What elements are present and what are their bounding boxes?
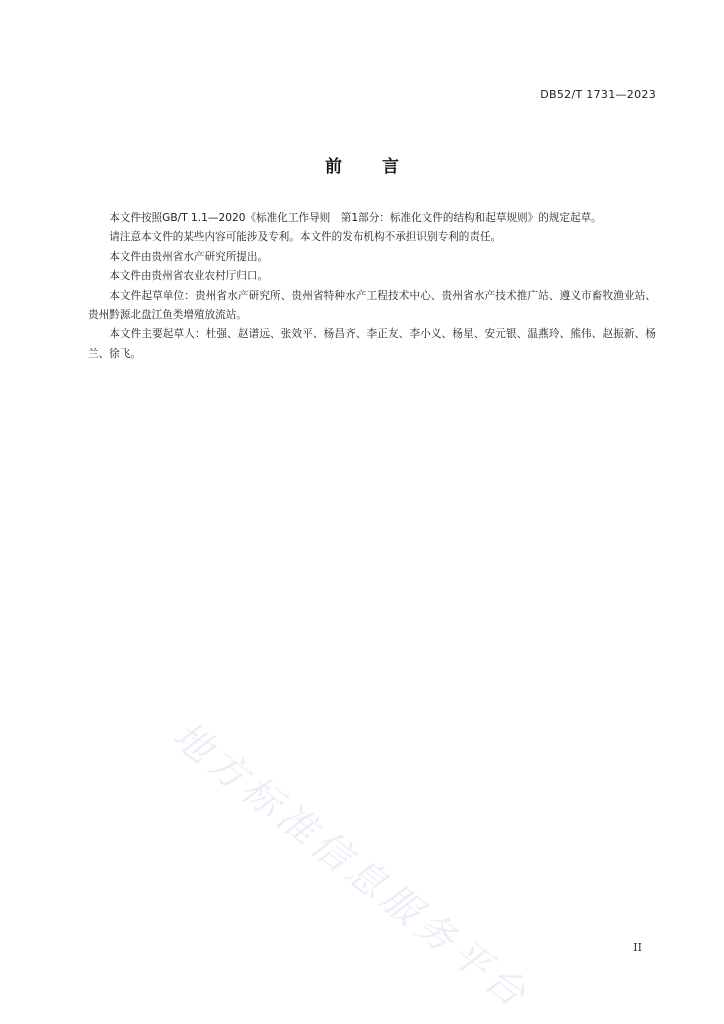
title-char-1: 前 [325,157,342,177]
paragraph-responsible-unit: 本文件由贵州省农业农村厅归口。 [109,270,269,283]
title-char-2: 言 [382,157,399,177]
paragraph-main-drafters: 本文件主要起草人：杜强、赵谱远、张效平、杨昌齐、李正友、李小义、杨星、安元银、温燕玲、熊伟、赵振新、杨兰、徐飞。 [88,328,656,360]
watermark: 地方标准信息服务平台 [164,712,539,1019]
page-title [0,152,724,177]
paragraph-proposer: 本文件由贵州省水产研究所提出。 [109,250,269,263]
document-code: DB52/T 1731—2023 [540,88,656,101]
paragraph-drafting-units: 本文件起草单位：贵州省水产研究所、贵州省特种水产工程技术中心、贵州省水产技术推广站、遵义市畜牧渔业站、贵州黔源北盘江鱼类增殖放流站。 [88,289,656,322]
foreword-body [88,209,656,364]
paragraph-patent-notice: 请注意本文件的某些内容可能涉及专利。本文件的发布机构不承担识别专利的责任。 [109,231,502,244]
page-number: II [633,941,642,954]
paragraph-drafting-rules: 本文件按照GB/T 1.1—2020《标准化工作导则 第1部分：标准化文件的结构和起草规则》的规定起草。 [109,212,602,224]
